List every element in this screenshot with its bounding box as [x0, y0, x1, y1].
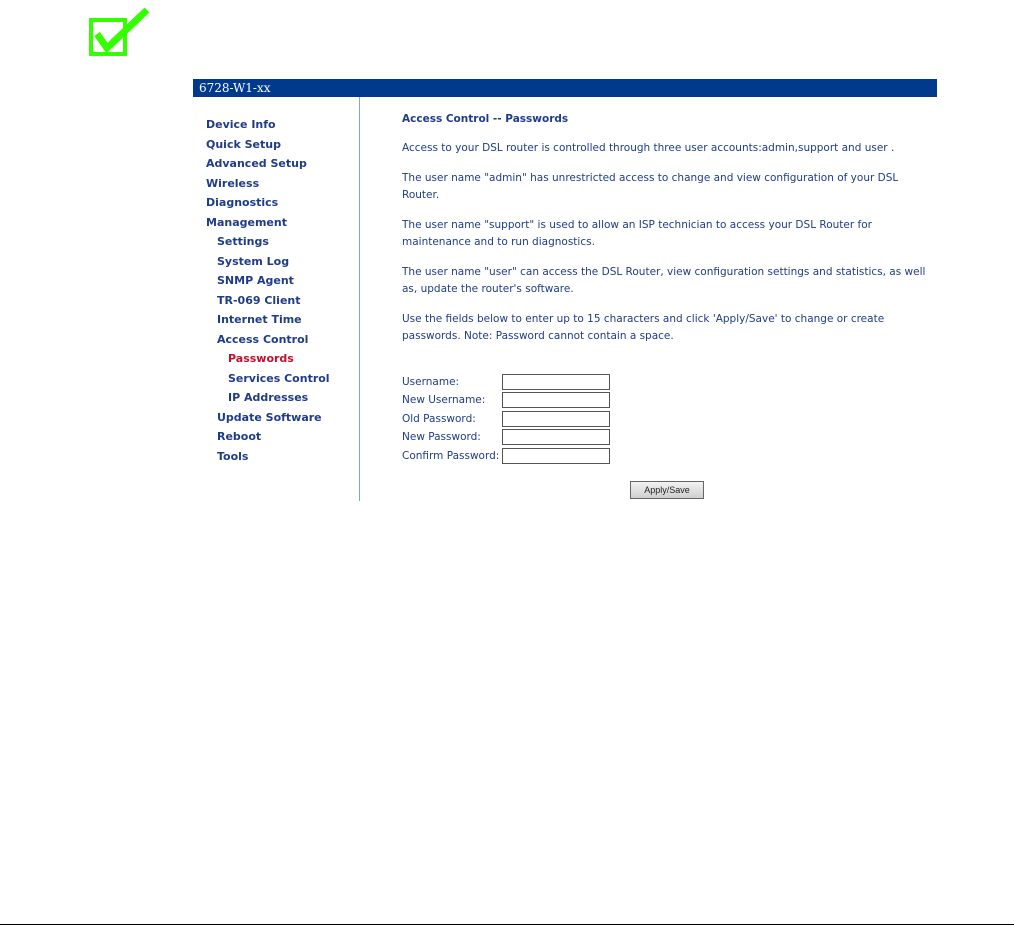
old-password-label: Old Password: — [402, 412, 476, 425]
sidebar-item-passwords[interactable]: Passwords — [228, 352, 294, 365]
sidebar-item-quick-setup[interactable]: Quick Setup — [206, 137, 281, 151]
sidebar-item-diagnostics[interactable]: Diagnostics — [206, 196, 279, 209]
old-password-input[interactable] — [502, 411, 610, 427]
new-password-input[interactable] — [502, 429, 610, 445]
sidebar-item-services-control[interactable]: Services Control — [228, 371, 330, 385]
new-password-label: New Password: — [402, 431, 481, 444]
green-checkmark-icon — [89, 6, 153, 56]
sidebar-item-internet-time[interactable]: Internet Time — [217, 313, 302, 326]
sidebar-item-tr069-client[interactable]: TR-069 Client — [217, 293, 301, 307]
sidebar-item-management[interactable]: Management — [206, 215, 287, 229]
user-description: The user name "user" can access the DSL Router, view configuration settings and statistics, as well as, update the router's software. — [402, 266, 926, 295]
sidebar-item-wireless[interactable]: Wireless — [206, 176, 260, 190]
admin-description: The user name "admin" has unrestricted access to change and view configuration of your DSL Router. — [402, 172, 899, 201]
confirm-password-input[interactable] — [502, 448, 610, 464]
sidebar-divider — [359, 97, 360, 501]
support-description: The user name "support" is used to allow an ISP technician to access your DSL Router for maintenance and to run diagnostics. — [402, 219, 872, 248]
apply-save-button[interactable]: Apply/Save — [630, 481, 704, 499]
confirm-password-label: Confirm Password: — [402, 449, 500, 462]
sidebar-item-settings[interactable]: Settings — [217, 235, 269, 248]
page-title: Access Control -- Passwords — [402, 113, 569, 125]
sidebar-item-device-info[interactable]: Device Info — [206, 118, 276, 131]
instructions-paragraph: Use the fields below to enter up to 15 characters and click 'Apply/Save' to change or create passwords. Note: Password cannot contain a space. — [402, 313, 885, 342]
sidebar-item-advanced-setup[interactable]: Advanced Setup — [206, 157, 307, 170]
new-username-input[interactable] — [502, 392, 610, 408]
sidebar-item-snmp-agent[interactable]: SNMP Agent — [217, 274, 294, 287]
sidebar-item-access-control[interactable]: Access Control — [217, 332, 309, 346]
main-content — [402, 112, 932, 358]
new-username-label: New Username: — [402, 394, 486, 407]
username-input[interactable] — [502, 374, 610, 390]
sidebar-item-update-software[interactable]: Update Software — [217, 410, 322, 424]
intro-paragraph: Access to your DSL router is controlled through three user accounts:admin,support and user . — [402, 142, 895, 154]
sidebar-item-system-log[interactable]: System Log — [217, 254, 290, 268]
sidebar-item-tools[interactable]: Tools — [217, 449, 249, 463]
username-label: Username: — [402, 376, 460, 388]
sidebar-nav — [206, 115, 356, 466]
header-title: 6728-W1-xx — [199, 81, 271, 95]
header-bar — [193, 79, 937, 97]
sidebar-item-ip-addresses[interactable]: IP Addresses — [228, 391, 309, 404]
sidebar-item-reboot[interactable]: Reboot — [217, 430, 262, 443]
